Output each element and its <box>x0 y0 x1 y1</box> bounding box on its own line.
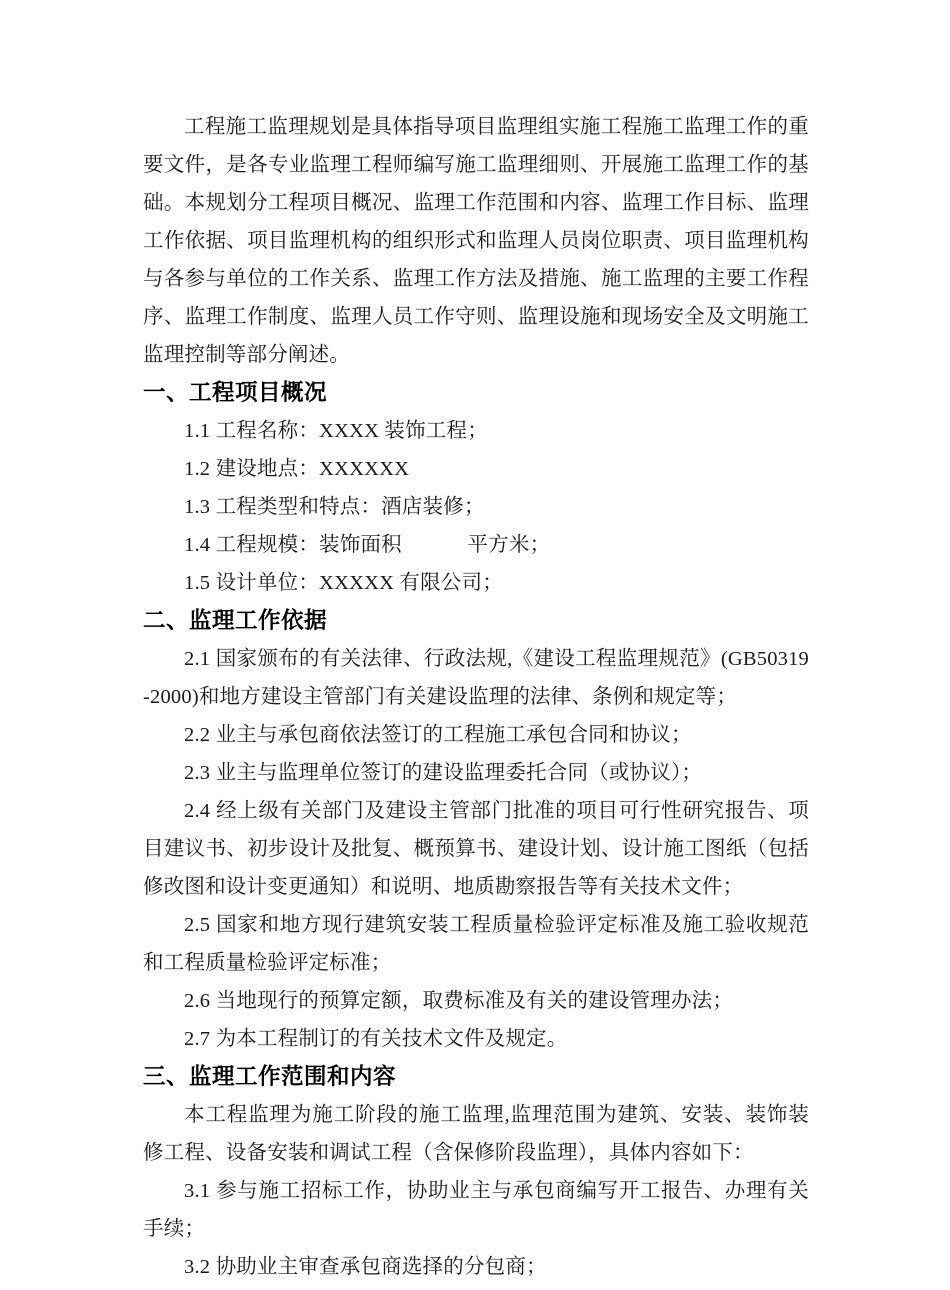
clause-number: 2.3 <box>184 762 211 784</box>
clause-number: 2.6 <box>184 990 211 1012</box>
section-heading-3: 三、监理工作范围和内容 <box>143 1064 397 1089</box>
clause-2-6 <box>143 982 809 1020</box>
clause-1-1 <box>143 412 809 450</box>
section-heading-2: 二、监理工作依据 <box>143 608 328 633</box>
clause-text: 工程名称：XXXX 装饰工程； <box>215 420 488 442</box>
clause-number: 1.4 <box>184 534 211 556</box>
clause-text: 为本工程制订的有关技术文件及规定。 <box>215 1028 568 1050</box>
clause-2-3 <box>143 754 809 792</box>
clause-3-2 <box>143 1248 809 1286</box>
clause-1-2 <box>143 450 809 488</box>
clause-number: 2.7 <box>184 1028 211 1050</box>
section-heading-1: 一、工程项目概况 <box>143 380 328 405</box>
intro-paragraph: 工程施工监理规划是具体指导项目监理组实施工程施工监理工作的重要文件，是各专业监理工程师编写施工监理细则、开展施工监理工作的基础。本规划分工程项目概况、监理工作范围和内容、监理工作目标、监理工作依据、项目监理机构的组织形式和监理人员岗位职责、项目监理机构与各参与单位的工作关系、监理工作方法及措施、施工监理的主要工作程序、监理工作制度、监理人员工作守则、监理设施和现场安全及文明施工监理控制等部分阐述。 <box>143 116 809 366</box>
clause-text: 当地现行的预算定额，取费标准及有关的建设管理办法； <box>215 990 734 1012</box>
clause-number: 2.1 <box>184 648 211 670</box>
clause-text-before-blank: 工程规模：装饰面积 <box>215 534 402 556</box>
clause-1-5 <box>143 564 809 602</box>
clause-number: 1.1 <box>184 420 211 442</box>
document-body <box>143 108 809 1286</box>
clause-text: 工程类型和特点：酒店装修； <box>215 496 485 518</box>
clause-1-3 <box>143 488 809 526</box>
clause-number: 3.2 <box>184 1256 211 1278</box>
clause-2-1 <box>143 640 809 716</box>
clause-1-4 <box>143 526 809 564</box>
clause-number: 1.3 <box>184 496 211 518</box>
clause-text: 建设地点：XXXXXX <box>215 458 410 480</box>
clause-number: 1.5 <box>184 572 211 594</box>
clause-number: 1.2 <box>184 458 211 480</box>
clause-2-5 <box>143 906 809 982</box>
clause-text: 国家颁布的有关法律、行政法规,《建设工程监理规范》(GB50319-2000)和地方建设主管部门有关建设监理的法律、条例和规定等； <box>143 648 810 708</box>
clause-2-2 <box>143 716 809 754</box>
section-3-lead-paragraph: 本工程监理为施工阶段的施工监理,监理范围为建筑、安装、装饰装修工程、设备安装和调试工程（含保修阶段监理），具体内容如下： <box>143 1104 809 1164</box>
clause-text: 设计单位：XXXXX 有限公司； <box>215 572 503 594</box>
clause-number: 2.4 <box>184 800 211 822</box>
clause-2-4 <box>143 792 809 906</box>
clause-text-after-blank: 平方米； <box>467 534 551 556</box>
clause-text: 经上级有关部门及建设主管部门批准的项目可行性研究报告、项目建议书、初步设计及批复、概预算书、建设计划、设计施工图纸（包括修改图和设计变更通知）和说明、地质勘察报告等有关技术文件； <box>143 800 809 898</box>
clause-number: 2.5 <box>184 914 211 936</box>
clause-text: 业主与监理单位签订的建设监理委托合同（或协议）； <box>215 762 703 784</box>
clause-3-1 <box>143 1172 809 1248</box>
clause-number: 2.2 <box>184 724 211 746</box>
clause-text: 国家和地方现行建筑安装工程质量检验评定标准及施工验收规范和工程质量检验评定标准； <box>143 914 809 974</box>
clause-text: 协助业主审查承包商选择的分包商； <box>215 1256 547 1278</box>
clause-text: 参与施工招标工作，协助业主与承包商编写开工报告、办理有关手续； <box>143 1180 809 1240</box>
clause-number: 3.1 <box>184 1180 211 1202</box>
clause-2-7 <box>143 1020 809 1058</box>
clause-text: 业主与承包商依法签订的工程施工承包合同和协议； <box>215 724 692 746</box>
